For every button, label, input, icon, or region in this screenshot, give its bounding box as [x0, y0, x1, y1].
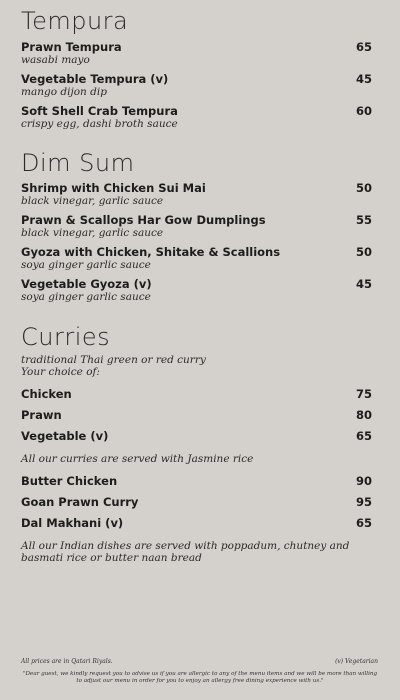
item-price: 65 [355, 429, 372, 443]
curries-title: Curries [21, 323, 111, 351]
menu-item [21, 516, 372, 530]
item-description: crispy egg, dashi broth sauce [21, 118, 178, 130]
dimsum-section [21, 150, 372, 303]
menu-item [21, 474, 372, 488]
item-name: Shrimp with Chicken Sui Mai [21, 181, 206, 195]
item-name: Vegetable Tempura (v) [21, 72, 169, 86]
item-description: wasabi mayo [21, 54, 90, 66]
menu-item [21, 408, 372, 422]
item-name: Chicken [21, 387, 72, 401]
vegetarian-legend: (v) Vegetarian [335, 658, 378, 665]
menu-item [21, 277, 372, 303]
menu-item [21, 245, 372, 271]
item-description: soya ginger garlic sauce [21, 291, 151, 303]
curries-section [21, 324, 372, 564]
item-name: Vegetable (v) [21, 429, 109, 443]
item-name: Soft Shell Crab Tempura [21, 104, 178, 118]
item-price: 55 [355, 213, 372, 227]
menu-item [21, 181, 372, 207]
item-price: 75 [355, 387, 372, 401]
thai-curry-intro: traditional Thai green or red curry [21, 354, 206, 366]
item-name: Prawn Tempura [21, 40, 122, 54]
item-description: black vinegar, garlic sauce [21, 227, 164, 239]
item-price: 45 [355, 72, 372, 86]
menu-item [21, 40, 372, 66]
menu-item [21, 387, 372, 401]
item-name: Gyoza with Chicken, Shitake & Scallions [21, 245, 281, 259]
menu-item [21, 495, 372, 509]
item-price: 50 [355, 245, 372, 259]
item-price: 60 [355, 104, 372, 118]
jasmine-rice-note: All our curries are served with Jasmine rice [21, 453, 254, 465]
dimsum-title: Dim Sum [21, 149, 135, 177]
item-name: Vegetable Gyoza (v) [21, 277, 152, 291]
menu-item [21, 72, 372, 98]
indian-dishes-note: All our Indian dishes are served with poppadum, chutney and basmati rice or butter naan bread [21, 540, 350, 564]
choice-intro: Your choice of: [21, 366, 100, 378]
item-name: Goan Prawn Curry [21, 495, 139, 509]
item-price: 65 [355, 516, 372, 530]
item-description: black vinegar, garlic sauce [21, 195, 164, 207]
item-price: 65 [355, 40, 372, 54]
menu-item [21, 213, 372, 239]
prices-currency-note: All prices are in Qatari Riyals. [21, 658, 113, 665]
item-name: Butter Chicken [21, 474, 118, 488]
tempura-section [21, 8, 372, 130]
tempura-title: Tempura [21, 7, 129, 35]
item-name: Dal Makhani (v) [21, 516, 124, 530]
item-price: 80 [355, 408, 372, 422]
item-description: mango dijon dip [21, 86, 107, 98]
item-price: 45 [355, 277, 372, 291]
menu-item [21, 429, 372, 443]
item-price: 95 [355, 495, 372, 509]
item-name: Prawn & Scallops Har Gow Dumplings [21, 213, 266, 227]
item-price: 50 [355, 181, 372, 195]
menu-item [21, 104, 372, 130]
item-description: soya ginger garlic sauce [21, 259, 151, 271]
allergy-disclaimer: "Dear guest, we kindly request you to advise us if you are allergic to any of the menu items and we will be more than willing to adjust our menu in order for you to enjoy an allergy free dining experience with us." [22, 671, 378, 684]
item-price: 90 [355, 474, 372, 488]
item-name: Prawn [21, 408, 62, 422]
